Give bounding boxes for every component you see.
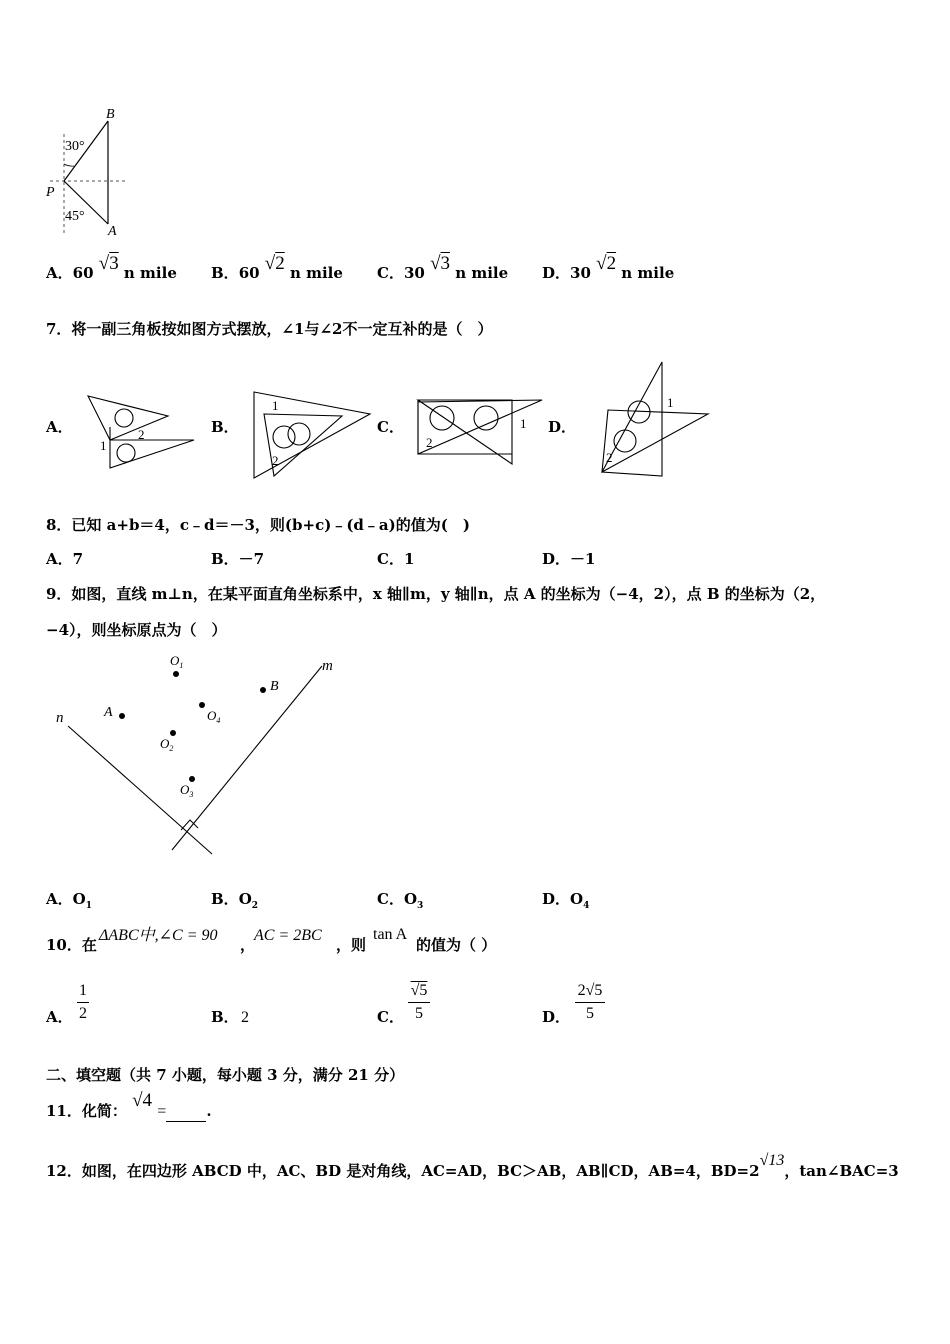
q7-option-d: D． [548, 418, 577, 436]
q8-option-b: B．－7 [211, 550, 265, 568]
q8-question: 8．已知 a+b＝4，c﹣d＝－3，则(b+c)﹣(d﹣a)的值为( ) [46, 516, 470, 534]
svg-text:1: 1 [100, 438, 107, 453]
q7-option-c: C． [377, 418, 404, 436]
q10-suffix: 的值为（ ） [416, 936, 497, 954]
q6-figure [40, 104, 130, 240]
q7-figure-c [416, 396, 546, 466]
q10-func: tan A [373, 926, 408, 943]
q9-label-o1: $O_1$ [170, 653, 184, 670]
q6-option-a: A．60 √3 n mile [46, 253, 177, 282]
q11-answer-blank[interactable] [166, 1107, 206, 1122]
q9-question-line2: −4），则坐标原点为（ ） [46, 621, 227, 639]
q10-option-b-letter: B． [211, 1008, 239, 1026]
q6-option-c: C．30 √3 n mile [377, 253, 509, 282]
q10-option-d-letter: D． [542, 1008, 571, 1026]
svg-text:2: 2 [606, 450, 613, 465]
q7-figure-a [86, 392, 196, 472]
q9-label-o4: $O_4$ [207, 708, 221, 725]
q7-figure-b [250, 390, 375, 480]
q8-option-c: C．1 [377, 550, 415, 568]
q10-comma: ， [240, 936, 256, 954]
q6-label-a: A [108, 224, 117, 239]
q9-label-m: m [322, 658, 333, 674]
svg-text:1: 1 [520, 416, 527, 431]
q9-option-c: C．$O_3$ [377, 890, 424, 911]
q8-option-d: D．－1 [542, 550, 596, 568]
q10-condition-1: ΔABC中,∠C = 90 [99, 927, 218, 944]
q6-option-d: D．30 √2 n mile [542, 253, 675, 282]
q8-option-a: A．7 [46, 550, 84, 568]
q9-label-n: n [56, 710, 64, 726]
q10-option-b-value: 2 [241, 1009, 249, 1026]
q6-angle-top: 30° [65, 139, 85, 154]
q7-option-a: A． [46, 418, 73, 436]
q9-option-a: A．$O_1$ [46, 890, 92, 911]
svg-text:1: 1 [272, 398, 279, 413]
svg-text:2: 2 [138, 427, 145, 442]
q7-option-b: B． [211, 418, 239, 436]
q11-question: 11．化简： √4 = . [46, 1090, 212, 1120]
q9-label-b: B [270, 679, 279, 694]
q9-label-o3: $O_3$ [180, 782, 194, 799]
q10-option-a-fraction: 1 2 [79, 982, 87, 1022]
section-heading: 二、填空题（共 7 小题，每小题 3 分，满分 21 分） [46, 1066, 405, 1084]
q10-option-d-fraction: 2√5 5 [575, 982, 605, 1023]
q6-label-b: B [106, 107, 115, 122]
svg-text:2: 2 [272, 453, 279, 468]
q9-question-line1: 9．如图，直线 m⊥n，在某平面直角坐标系中，x 轴∥m，y 轴∥n，点 A 的坐标为（−4，2），点 B 的坐标为（2， [46, 585, 826, 603]
q9-option-d: D．$O_4$ [542, 890, 590, 911]
q10-option-c-fraction: √5 5 [408, 982, 430, 1023]
q10-condition-2: AC = 2BC [254, 927, 322, 944]
q9-label-o2: $O_2$ [160, 736, 174, 753]
q6-angle-bottom: 45° [65, 209, 85, 224]
q10-mid: ，则 [336, 936, 367, 954]
q7-figure-d [598, 360, 713, 480]
q9-option-b: B．$O_2$ [211, 890, 259, 911]
q6-option-b: B．60 √2 n mile [211, 253, 343, 282]
q12-question: 12．如图，在四边形 ABCD 中，AC、BD 是对角线，AC=AD，BC＞AB，AB∥CD，AB=4，BD=2√13，tan∠BAC=3 [46, 1152, 899, 1180]
q7-question: 7．将一副三角板按如图方式摆放，∠1与∠2不一定互补的是（ ） [46, 320, 493, 338]
q9-figure [50, 650, 350, 860]
q10-option-c-letter: C． [377, 1008, 404, 1026]
q9-label-a: A [104, 705, 113, 720]
q10-prefix: 10．在 [46, 936, 97, 954]
svg-text:1: 1 [667, 395, 674, 410]
svg-text:2: 2 [426, 435, 433, 450]
q10-option-a-letter: A． [46, 1008, 73, 1026]
q6-label-p: P [46, 185, 55, 200]
